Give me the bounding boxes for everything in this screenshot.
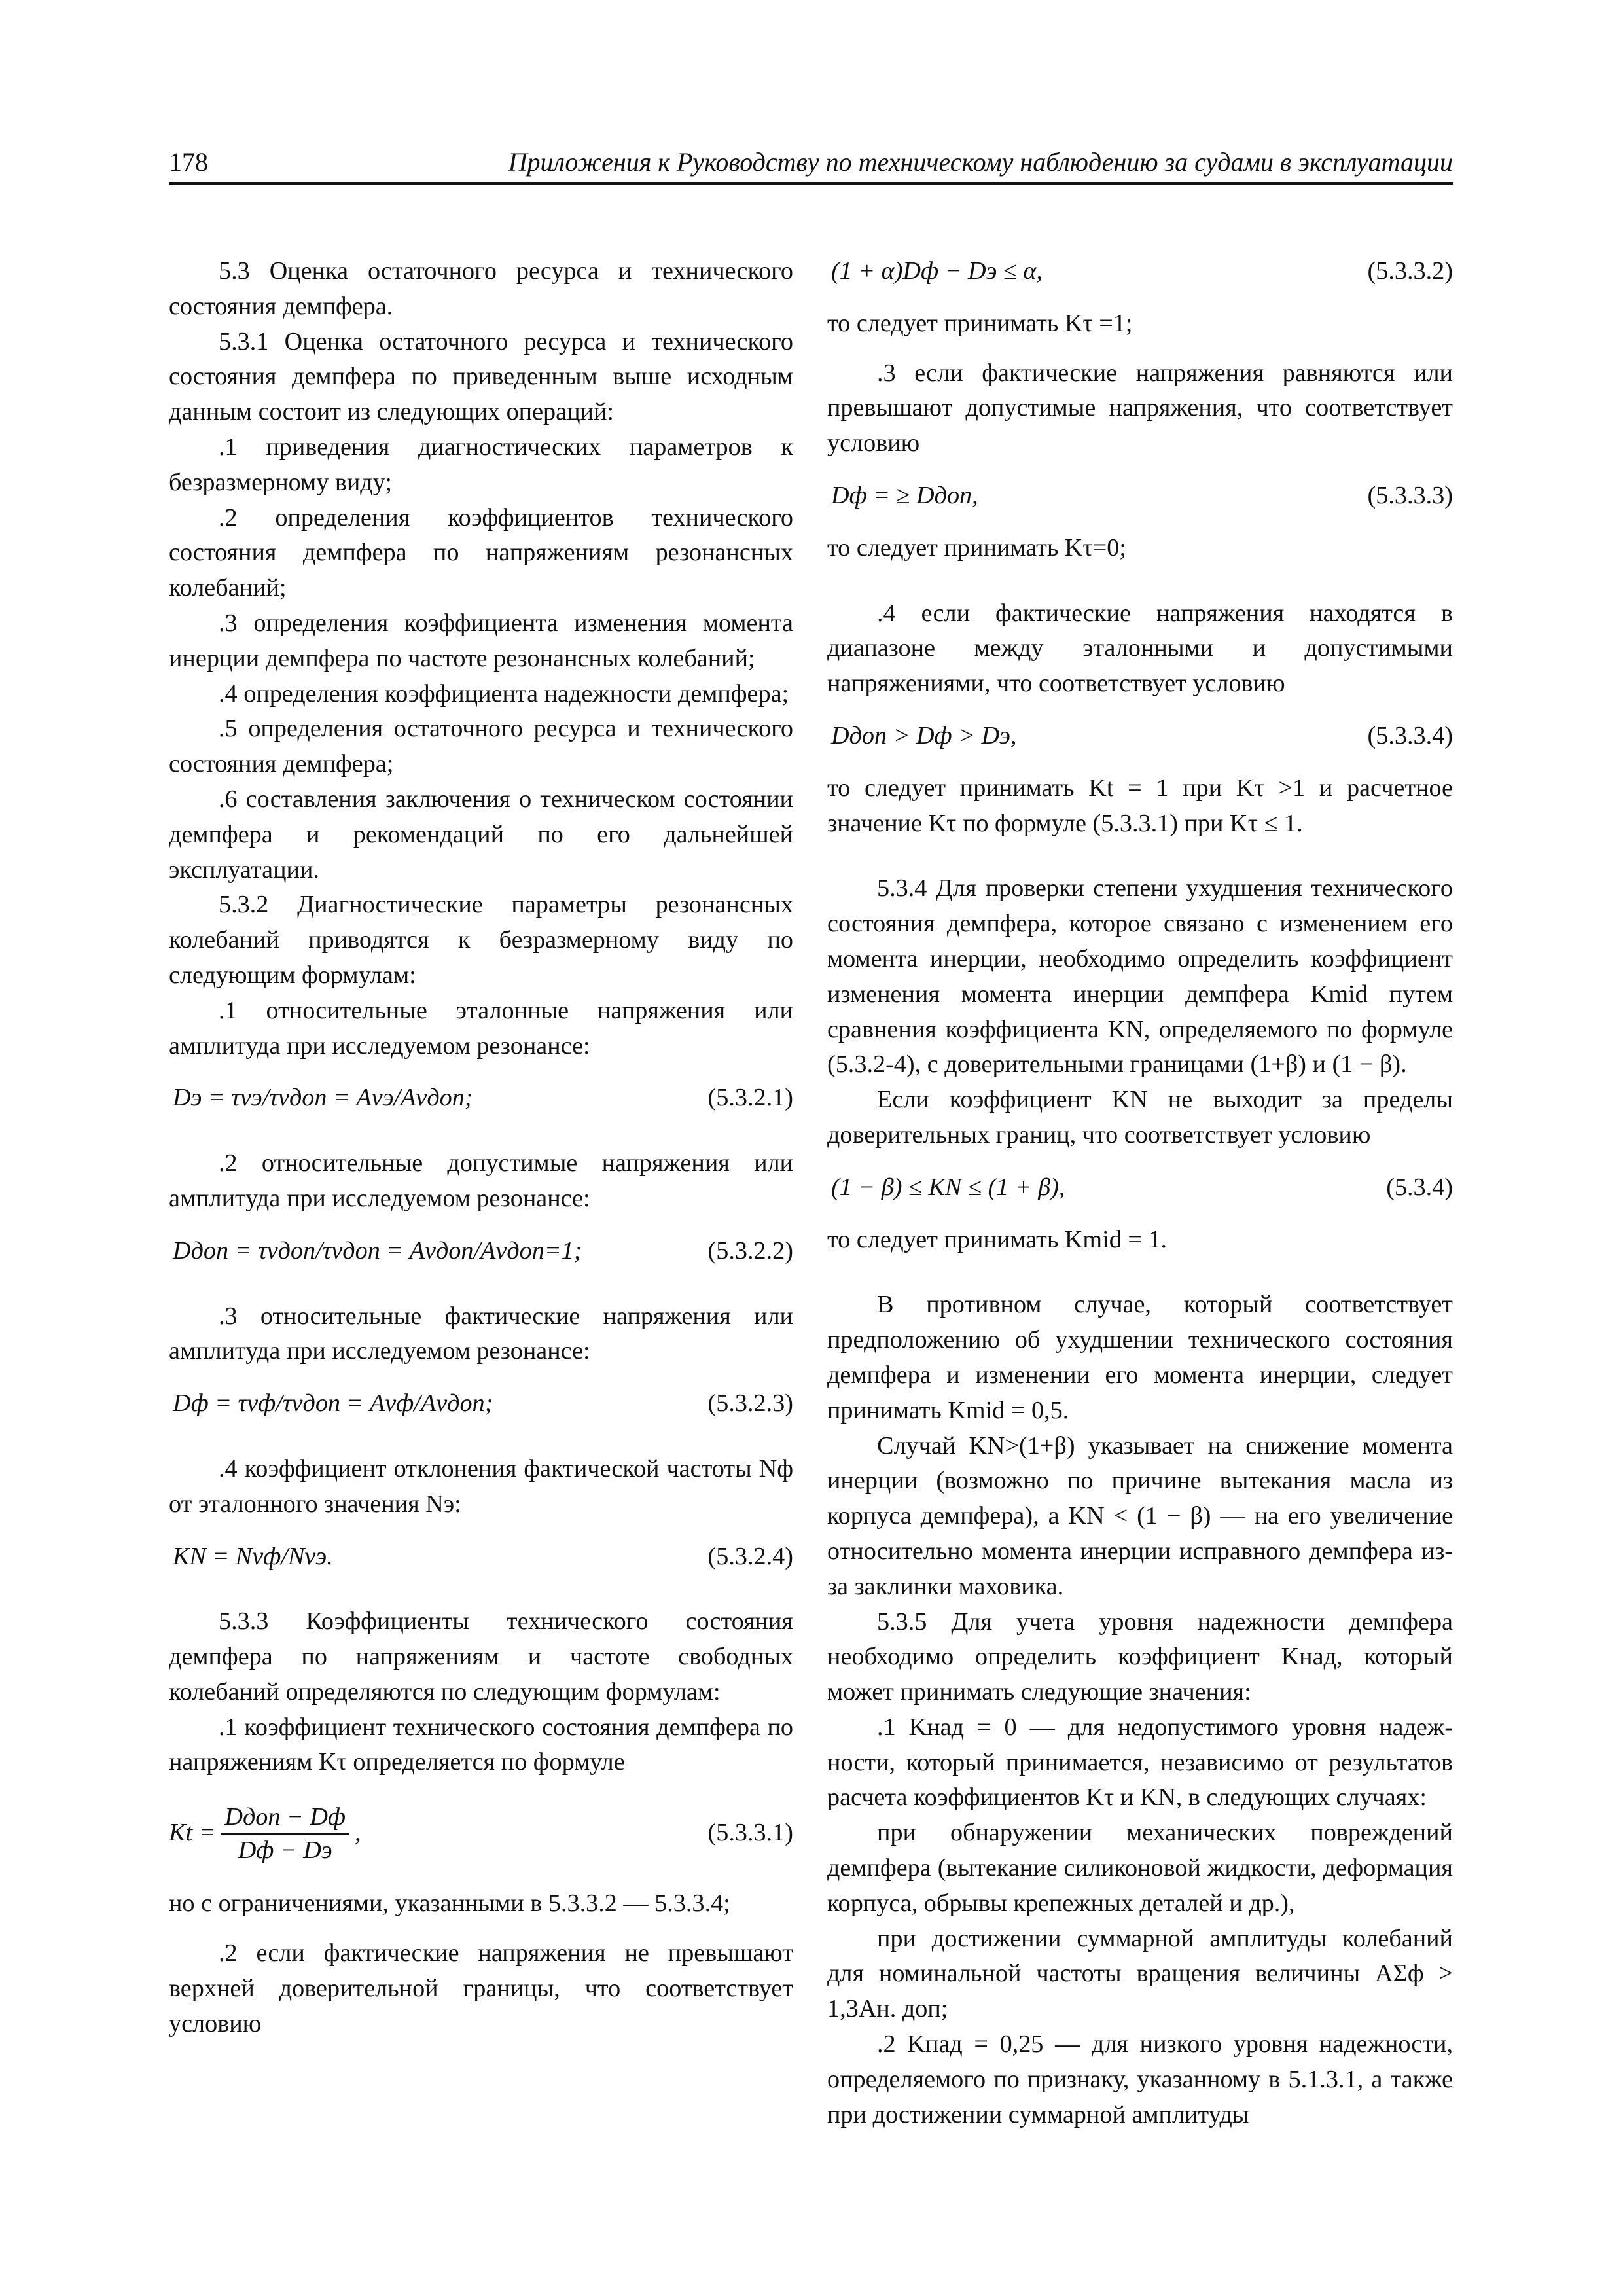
fraction-numerator: Dдоп − Dф	[221, 1801, 349, 1835]
formula-expression: Dф = τνф/τνдоп = Aνф/Aνдоп;	[173, 1390, 493, 1418]
section-heading-5-3: 5.3 Оценка остаточного ресурса и технического состояния демпфера.	[169, 257, 793, 320]
equation-number: (5.3.2.2)	[707, 1236, 793, 1265]
formula-tail: ,	[355, 1819, 361, 1847]
list-item-3: .3 определения коэффициента изменения момента инерции демпфера по частоте резонансных колебаний;	[169, 609, 793, 672]
running-title: Приложения к Руководству по техническому наблюдению за судами в эксплуатации	[508, 147, 1453, 177]
list-item-5: .5 определения остаточного ресурса и технического состояния демпфера;	[169, 715, 793, 778]
list-item-5-3-5-2: .2 Kпад = 0,25 — для низкого уровня надежности, определяемого по признаку, указанному в 5.1.3.1, а также при достижении суммарной амплитуды	[827, 2030, 1453, 2128]
paragraph-kt-1: то следует принимать Kτ =1;	[827, 309, 1133, 337]
equation-number: (5.3.4)	[1386, 1173, 1453, 1201]
case-mechanical-damage: при обнаружении механических повреждений демпфера (вытекание силиконовой жидкости, деформация корпуса, обрывы крепежных деталей и др.),	[827, 1819, 1453, 1917]
page-number: 178	[169, 147, 208, 177]
equation-number: (5.3.2.1)	[707, 1084, 793, 1112]
left-column	[169, 254, 793, 2041]
formula-expression: KN = Nνф/Nνэ.	[173, 1542, 333, 1570]
formula-5-3-2-3	[169, 1386, 793, 1422]
formula-5-3-2-2	[169, 1234, 793, 1269]
list-item-6: .6 составления заключения о техническом состоянии демпфера и рекомендаций по его дальнейшей эксплуатации.	[169, 785, 793, 884]
list-item-5-3-2-2: .2 относительные допустимые напряжения или амплитуда при исследуемом резонансе:	[169, 1149, 793, 1212]
paragraph-kt-rule: то следует принимать Kt = 1 при Kτ >1 и расчетное значение Kτ по формуле (5.3.3.1) при Kτ ≤ 1.	[827, 774, 1453, 837]
formula-5-3-2-4	[169, 1539, 793, 1575]
equation-number: (5.3.2.4)	[707, 1542, 793, 1570]
paragraph-5-3-2: 5.3.2 Диагностические параметры резонансных колебаний приводятся к безразмерному виду по следующим формулам:	[169, 891, 793, 989]
equation-number: (5.3.3.2)	[1367, 257, 1453, 285]
fraction-formula	[169, 1801, 361, 1866]
list-item-5-3-3-1: .1 коэффициент технического состояния демпфера по напряжениям Kτ определяется по формуле	[169, 1713, 793, 1776]
list-item-5-3-3-3: .3 если фактические напряжения равняются или превышают допустимые напряжения, что соответствует условию	[827, 359, 1453, 457]
list-item-5-3-3-4: .4 если фактические напряжения находятся в диапазоне между эталонными и допустимыми напряжениями, что соответствует условию	[827, 599, 1453, 698]
formula-expression: (1 + α)Dф − Dэ ≤ α,	[831, 257, 1043, 285]
right-column	[827, 254, 1453, 2132]
formula-expression: Dэ = τνэ/τνдоп = Aνэ/Aνдоп;	[173, 1084, 473, 1112]
equation-number: (5.3.3.3)	[1367, 481, 1453, 509]
list-item-1: .1 приведения диагностических параметров к безразмерному виду;	[169, 433, 793, 496]
formula-5-3-3-4	[827, 719, 1453, 754]
formula-expression: Dдоп > Dф > Dэ,	[831, 721, 1017, 749]
paragraph-5-3-5: 5.3.5 Для учета уровня надежности демпфера необходимо определить коэффициент Kнад, который может принимать следующие значения:	[827, 1607, 1453, 1706]
restriction-note: но с ограничениями, указанными в 5.3.3.2 — 5.3.3.4;	[169, 1890, 730, 1918]
list-item-2: .2 определения коэффициентов технического состояния демпфера по напряжениям резонансных колебаний;	[169, 503, 793, 602]
paragraph-otherwise: В противном случае, который соответствует предположению об ухудшении технического состояния демпфера и изменении его момента инерции, следует принимать Kmid = 0,5.	[827, 1291, 1453, 1424]
formula-5-3-2-1	[169, 1081, 793, 1116]
formula-5-3-4	[827, 1170, 1453, 1206]
formula-5-3-3-3	[827, 478, 1453, 514]
paragraph-5-3-3: 5.3.3 Коэффициенты технического состояния демпфера по напряжениям и частоте свободных колебаний определяются по следующим формулам:	[169, 1607, 793, 1706]
paragraph-kmid-1: то следует принимать Kmid = 1.	[827, 1225, 1168, 1253]
list-item-5-3-2-3: .3 относительные фактические напряжения или амплитуда при исследуемом резонансе:	[169, 1302, 793, 1365]
list-item-5-3-2-4: .4 коэффициент отклонения фактической частоты Nф от эталонного значения Nэ:	[169, 1454, 793, 1518]
formula-expression: (1 − β) ≤ KN ≤ (1 + β),	[831, 1173, 1065, 1201]
case-amplitude: при достижении суммарной амплитуды колебаний для номинальной частоты вращения величины AΣф > 1,3Aн. доп;	[827, 1924, 1453, 2023]
equation-number: (5.3.3.1)	[707, 1819, 793, 1847]
list-item-5-3-5-1: .1 Kнад = 0 — для недопустимого уровня надежности, который принимается, независимо от результатов расчета коэффициентов Kτ и KN, в следующих случаях:	[827, 1713, 1453, 1812]
paragraph-kn-condition: Если коэффициент KN не выходит за пределы доверительных границ, что соответствует условию	[827, 1086, 1453, 1149]
list-item-4: .4 определения коэффициента надежности демпфера;	[219, 679, 789, 708]
list-item-5-3-2-1: .1 относительные эталонные напряжения или амплитуда при исследуемом резонансе:	[169, 996, 793, 1060]
formula-expression: Dдоп = τνдоп/τνдоп = Aνдоп/Aνдоп=1;	[173, 1236, 582, 1265]
paragraph-kt-0: то следует принимать Kτ=0;	[827, 533, 1126, 562]
formula-lhs: Kt =	[169, 1819, 216, 1847]
equation-number: (5.3.3.4)	[1367, 721, 1453, 749]
fraction-denominator: Dф − Dэ	[238, 1836, 332, 1864]
formula-expression: Dф = ≥ Dдоп,	[831, 481, 978, 509]
list-item-5-3-3-2: .2 если фактические напряжения не превышают верхней доверительной границы, что соответствует условию	[169, 1939, 793, 2037]
paragraph-case-kn: Случай KN>(1+β) указывает на снижение момента инерции (возможно по причине вытекания масла из корпуса демпфера), а KN < (1 − β) — на его увеличение относительно момента инерции исправного демпфера из-за заклинки маховика.	[827, 1431, 1453, 1600]
equation-number: (5.3.2.3)	[707, 1390, 793, 1418]
paragraph-5-3-1: 5.3.1 Оценка остаточного ресурса и технического состояния демпфера по приведенным выше исходным данным состоит из следующих операций:	[169, 327, 793, 426]
formula-5-3-3-1	[169, 1797, 793, 1869]
paragraph-5-3-4: 5.3.4 Для проверки степени ухудшения технического состояния демпфера, которое связано с изменением его момента инерции, необходимо определить коэффициент изменения момента инерции демпфера Kmid путем сравнения коэффициента KN, определяемого по формуле (5.3.2-4), с доверительными границами (1+β) и (1 − β).	[827, 874, 1453, 1079]
page-header	[169, 143, 1453, 185]
fraction	[221, 1801, 349, 1866]
formula-5-3-3-2	[827, 254, 1453, 289]
